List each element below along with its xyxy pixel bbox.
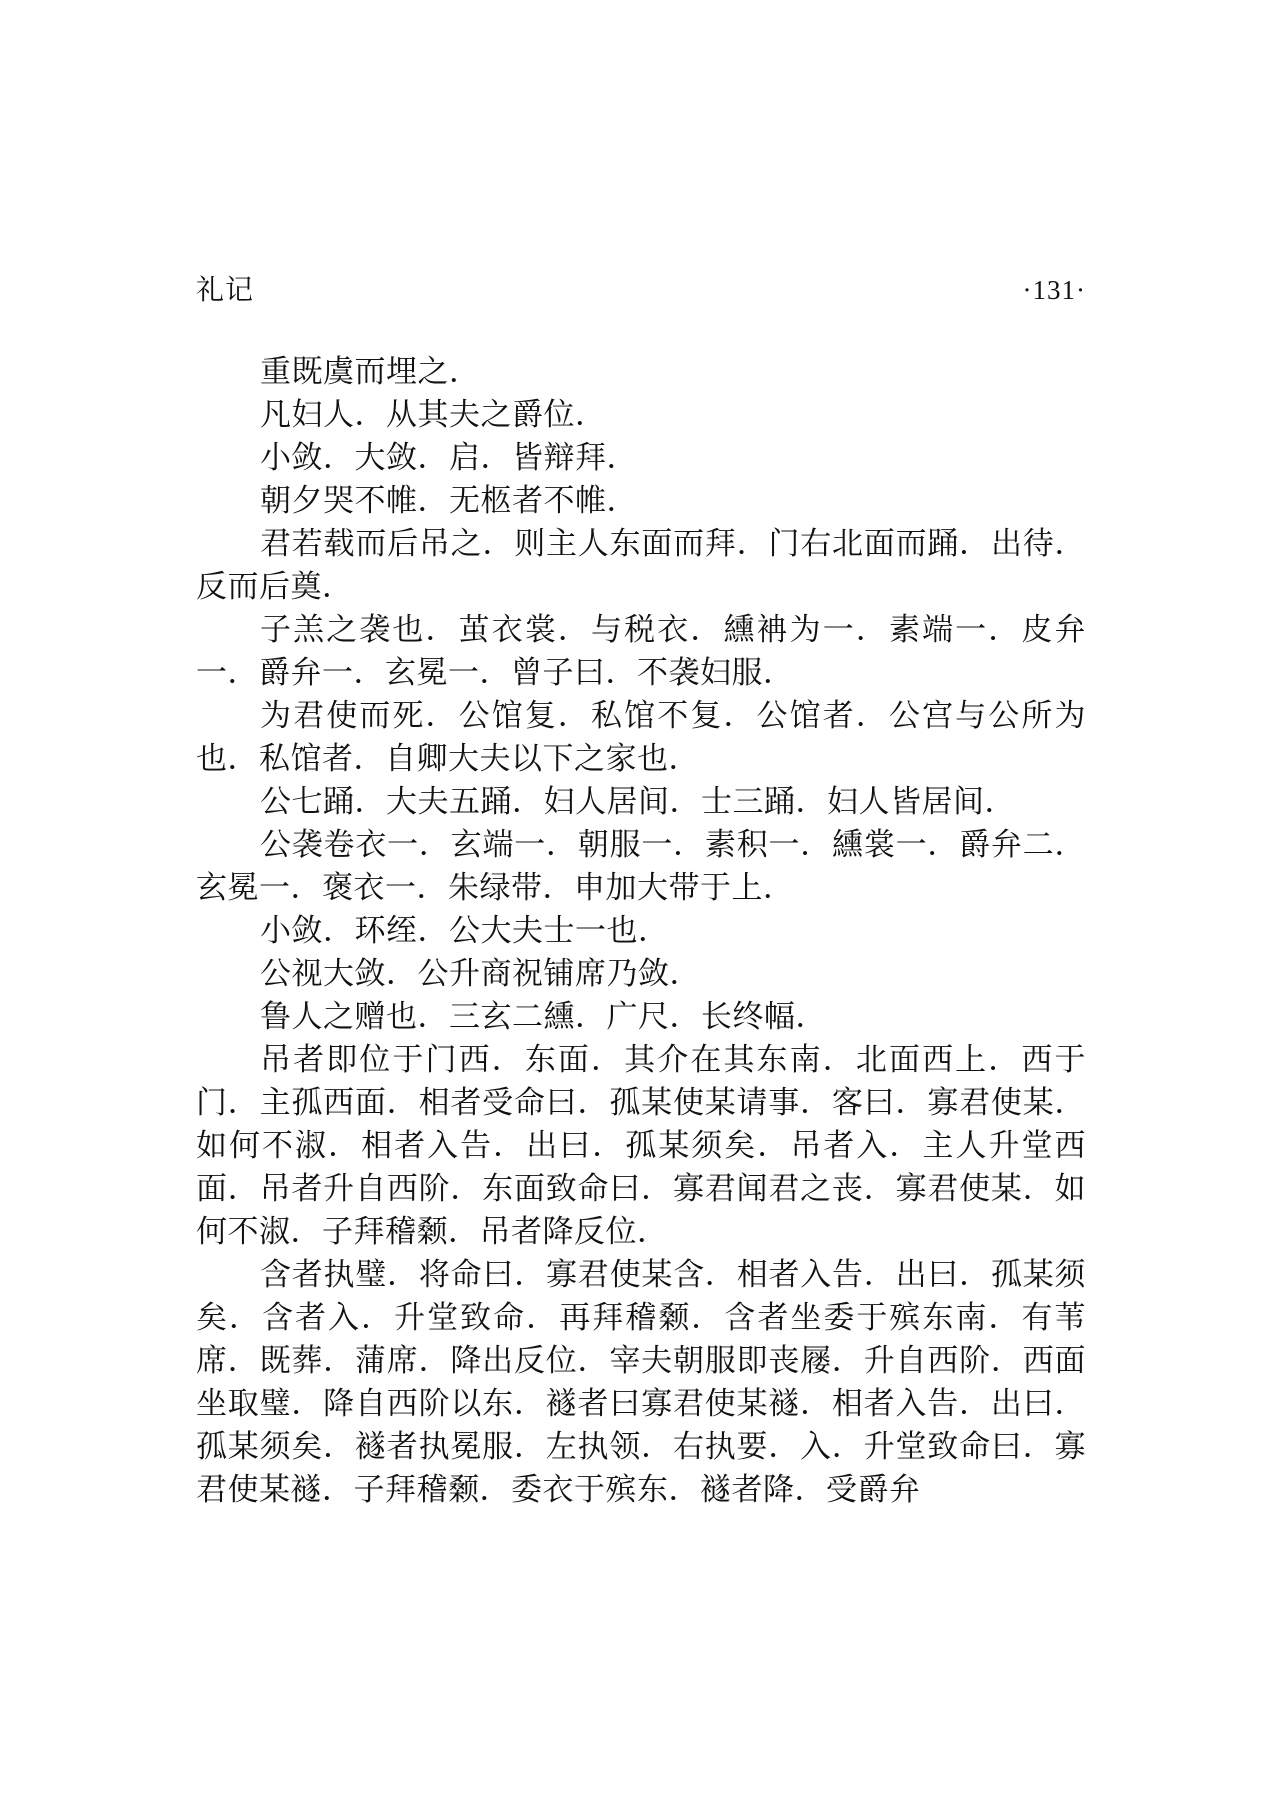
paragraph: 小敛．大敛．启．皆辩拜． bbox=[260, 440, 638, 476]
paragraph: 小敛．环绖．公大夫士一也． bbox=[260, 913, 670, 949]
paragraph: 公七踊．大夫五踊．妇人居间．士三踊．妇人皆居间． bbox=[260, 784, 1016, 820]
paragraph: 鲁人之赠也．三玄二纁．广尺．长终幅． bbox=[260, 999, 827, 1035]
book-title: 礼记 bbox=[196, 273, 255, 306]
paragraph: 子羔之袭也．茧衣裳．与税衣．纁袡为一．素端一．皮弁一．爵弁一．玄冕一．曾子曰．不袭妇服． bbox=[196, 612, 1086, 691]
running-header bbox=[196, 270, 1086, 310]
page-number: ·131· bbox=[1022, 275, 1086, 305]
text-body bbox=[196, 351, 1086, 1512]
paragraph: 含者执璧．将命曰．寡君使某含．相者入告．出曰．孤某须矣．含者入．升堂致命．再拜稽颡．含者坐委于殡东南．有苇席．既葬．蒲席．降出反位．宰夫朝服即丧屦．升自西阶．西面坐取璧．降自西阶以东．襚者曰寡君使某襚．相者入告．出曰．孤某须矣．襚者执冕服．左执领．右执要．入．升堂致命曰．寡君使某襚．子拜稽颡．委衣于殡东．襚者降．受爵弁 bbox=[196, 1257, 1086, 1508]
paragraph: 公袭卷衣一．玄端一．朝服一．素积一．纁裳一．爵弁二．玄冕一．褒衣一．朱绿带．申加大带于上． bbox=[196, 827, 1086, 906]
paragraph: 公视大敛．公升商祝铺席乃敛． bbox=[260, 956, 701, 992]
paragraph: 吊者即位于门西．东面．其介在其东南．北面西上．西于门．主孤西面．相者受命曰．孤某使某请事．客曰．寡君使某．如何不淑．相者入告．出曰．孤某须矣．吊者入．主人升堂西面．吊者升自西阶．东面致命曰．寡君闻君之丧．寡君使某．如何不淑．子拜稽颡．吊者降反位． bbox=[196, 1042, 1086, 1250]
paragraph: 重既虞而埋之． bbox=[260, 354, 481, 390]
paragraph: 凡妇人．从其夫之爵位． bbox=[260, 397, 607, 433]
paragraph: 君若载而后吊之．则主人东面而拜．门右北面而踊．出待．反而后奠． bbox=[196, 526, 1086, 605]
paragraph: 为君使而死．公馆复．私馆不复．公馆者．公宫与公所为也．私馆者．自卿大夫以下之家也． bbox=[196, 698, 1086, 777]
paragraph: 朝夕哭不帷．无柩者不帷． bbox=[260, 483, 638, 519]
